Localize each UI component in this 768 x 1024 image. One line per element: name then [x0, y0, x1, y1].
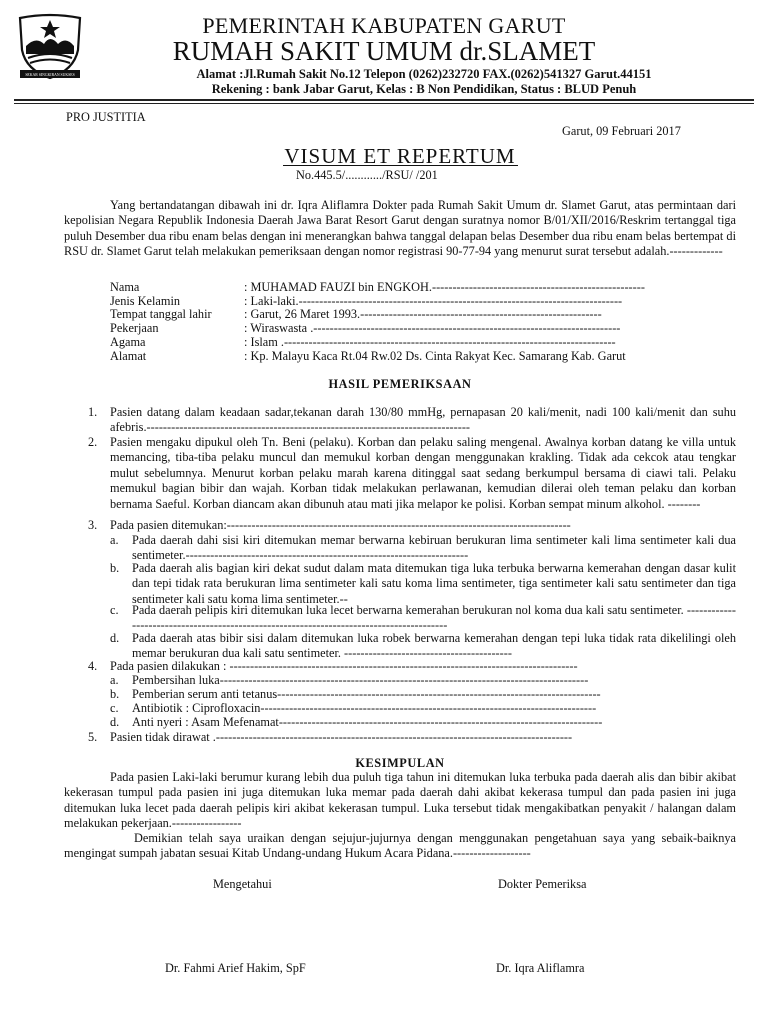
- identity-value: : MUHAMAD FAUZI bin ENGKOH.----------------------------------------------------: [244, 280, 645, 294]
- item-number: 3.: [88, 518, 98, 532]
- hasil-item-1: Pasien datang dalam keadaan sadar,tekanan darah 130/80 mmHg, pernapasan 20 kali/menit, nadi 100 kali/menit dan suhu afebris.-------------------------------------------------------------------------------: [110, 405, 736, 435]
- right-signature-role: Dokter Pemeriksa: [498, 877, 587, 891]
- hasil-item-2: Pasien mengaku dipukul oleh Tn. Beni (pelaku). Korban dan pelaku saling mengenal. Awalnya korban datang ke villa untuk memancing, tiba-tiba pelaku muncul dan memukul korban dengan menggunakan krakling. Tidak ada cekcok atau tengkar mulut sebelumnya. Menurut korban pelaku marah karena ditinggal saat sedang berkumpul bersama di ciawi tali. Pelaku memukul bagian bibir dan wajah. Korban tidak melakukan perlawanan, kemudian dilerai oleh teman pelaku dan korban bernama Saeful. Korban diancam akan dibunuh atau mati jika melapor ke polisi. Korban sempat minum alkohol. --------: [110, 435, 736, 511]
- subitem-letter: b.: [110, 687, 120, 701]
- item-number: 1.: [88, 405, 98, 419]
- subitem-letter: c.: [110, 701, 119, 715]
- hasil-4b: Pemberian serum anti tetanus-------------------------------------------------------------------------------: [132, 687, 601, 701]
- logo-text: SEKAR SINGKIRAN SUKSES: [25, 73, 75, 77]
- subitem-letter: c.: [110, 603, 119, 617]
- hasil-item-3: Pada pasien ditemukan:------------------------------------------------------------------------------------: [110, 518, 571, 532]
- subitem-letter: a.: [110, 673, 119, 687]
- hasil-item-5: Pasien tidak dirawat .---------------------------------------------------------------------------------------: [110, 730, 573, 744]
- hasil-4c: Antibiotik : Ciprofloxacin----------------------------------------------------------------------------------: [132, 701, 597, 715]
- item-number: 5.: [88, 730, 98, 744]
- header-hospital-name: RUMAH SAKIT UMUM dr.SLAMET: [172, 36, 596, 66]
- kesimpulan-heading: KESIMPULAN: [355, 756, 445, 770]
- identity-label: Tempat tanggal lahir: [110, 307, 212, 322]
- identity-value: : Islam .---------------------------------------------------------------------------------: [244, 334, 616, 349]
- identity-block: [0, 280, 768, 370]
- identity-label: Nama: [110, 280, 140, 294]
- header-government: PEMERINTAH KABUPATEN GARUT: [202, 13, 566, 38]
- subitem-letter: d.: [110, 715, 120, 729]
- subitem-letter: b.: [110, 561, 120, 575]
- hasil-3c: Pada daerah pelipis kiri ditemukan luka lecet berwarna kemerahan berukuran nol koma dua kali satu sentimeter. -----------------------------------------------------------------------------------------: [132, 603, 736, 633]
- identity-label: Jenis Kelamin: [110, 293, 181, 308]
- document-title: VISUM ET REPERTUM: [284, 144, 516, 168]
- intro-paragraph: Yang bertandatangan dibawah ini dr. Iqra Aliflamra Dokter pada Rumah Sakit Umum dr. Slamet Garut, atas permintaan dari kepolisian Negara Republik Indonesia Daerah Jawa Barat Resort Garut dengan suratnya nomor B/01/XII/2016/Reskrim tertanggal tiga puluh Desember dua ribu enam belas dengan ini menerangkan bahwa tanggal delapan belas Desember dua ribu enam belas bertempat di RSU dr. Slamet Garut telah melakukan pemeriksaan dengan nomor registrasi 90-77-94 yang menurut surat tersebut adalah.-------------: [64, 198, 736, 259]
- identity-label: Pekerjaan: [110, 321, 159, 336]
- kesimpulan-paragraph: Pada pasien Laki-laki berumur kurang lebih dua puluh tiga tahun ini ditemukan luka terbuka pada daerah alis dan bibir akibat kekerasan tumpul pada pasien ini juga ditemukan luka memar pada daerah dahi akibat kekerasa tumpul dan pada pasien ini juga ditemukan luka lecet pada daerah pelipis kiri akibat kekerasan tumpul. Luka tersebut tidak mengakibatkan penyakit / halangan dalam melakukan pekerjaan.-----------------: [64, 770, 736, 831]
- item-number: 2.: [88, 435, 98, 449]
- hasil-heading: HASIL PEMERIKSAAN: [328, 377, 472, 391]
- identity-value: : Kp. Malayu Kaca Rt.04 Rw.02 Ds. Cinta Rakyat Kec. Samarang Kab. Garut: [244, 348, 626, 363]
- identity-label: Alamat: [110, 348, 147, 363]
- pro-justitia: PRO JUSTITIA: [66, 110, 146, 124]
- left-signature-role: Mengetahui: [213, 877, 272, 891]
- header-rule-thick: [14, 99, 754, 101]
- document-number: No.445.5/............/RSU/ /201: [296, 168, 438, 182]
- left-signature-name: Dr. Fahmi Arief Hakim, SpF: [165, 961, 306, 975]
- item-number: 4.: [88, 659, 98, 673]
- header-address: Alamat :Jl.Rumah Sakit No.12 Telepon (0262)232720 FAX.(0262)541327 Garut.44151: [196, 67, 652, 81]
- hasil-4a: Pembersihan luka------------------------------------------------------------------------------------------: [132, 673, 589, 687]
- hasil-4d: Anti nyeri : Asam Mefenamat-------------------------------------------------------------------------------: [132, 715, 603, 729]
- header-rule-thin: [14, 103, 754, 104]
- hasil-3b: Pada daerah alis bagian kiri dekat sudut dalam mata ditemukan tiga luka terbuka berwarna kemerahan dengan dasar kulit dan tepi tidak rata berukuran lima sentimeter kali satu koma lima sentimeter, tiga sentimeter kali satu sentimeter dan tiga sentimeter kali satu koma lima sentimeter.--: [132, 561, 736, 606]
- subitem-letter: d.: [110, 631, 120, 645]
- identity-value: : Garut, 26 Maret 1993.-----------------------------------------------------------: [244, 307, 602, 322]
- right-signature-name: Dr. Iqra Aliflamra: [496, 961, 585, 975]
- identity-value: : Wiraswasta .---------------------------------------------------------------------------: [244, 321, 621, 336]
- title-underline: [283, 165, 518, 167]
- header-account: Rekening : bank Jabar Garut, Kelas : B Non Pendidikan, Status : BLUD Penuh: [211, 82, 637, 96]
- subitem-letter: a.: [110, 533, 119, 547]
- hasil-3d: Pada daerah atas bibir sisi dalam ditemukan luka robek berwarna kemerahan dengan tepi luka tidak rata dikelilingi oleh memar berukuran dua kali satu sentimeter. -----------------------------------------: [132, 631, 736, 661]
- hasil-item-4: Pada pasien dilakukan : -------------------------------------------------------------------------------------: [110, 659, 578, 673]
- hasil-3a: Pada daerah dahi sisi kiri ditemukan memar berwarna kebiruan berukuran lima sentimeter kali lima sentimeter kali dua sentimeter.---------------------------------------------------------------------: [132, 533, 736, 563]
- identity-label: Agama: [110, 334, 146, 349]
- place-date: Garut, 09 Februari 2017: [562, 124, 681, 138]
- closing-paragraph: Demikian telah saya uraikan dengan sejujur-jujurnya dengan menggunakan pengetahuan saya yang sebaik-baiknya mengingat sumpah jabatan sesuai Kitab Undang-undang Hukum Acara Pidana.-------------------: [64, 831, 736, 861]
- identity-value: : Laki-laki.-------------------------------------------------------------------------------: [244, 293, 623, 308]
